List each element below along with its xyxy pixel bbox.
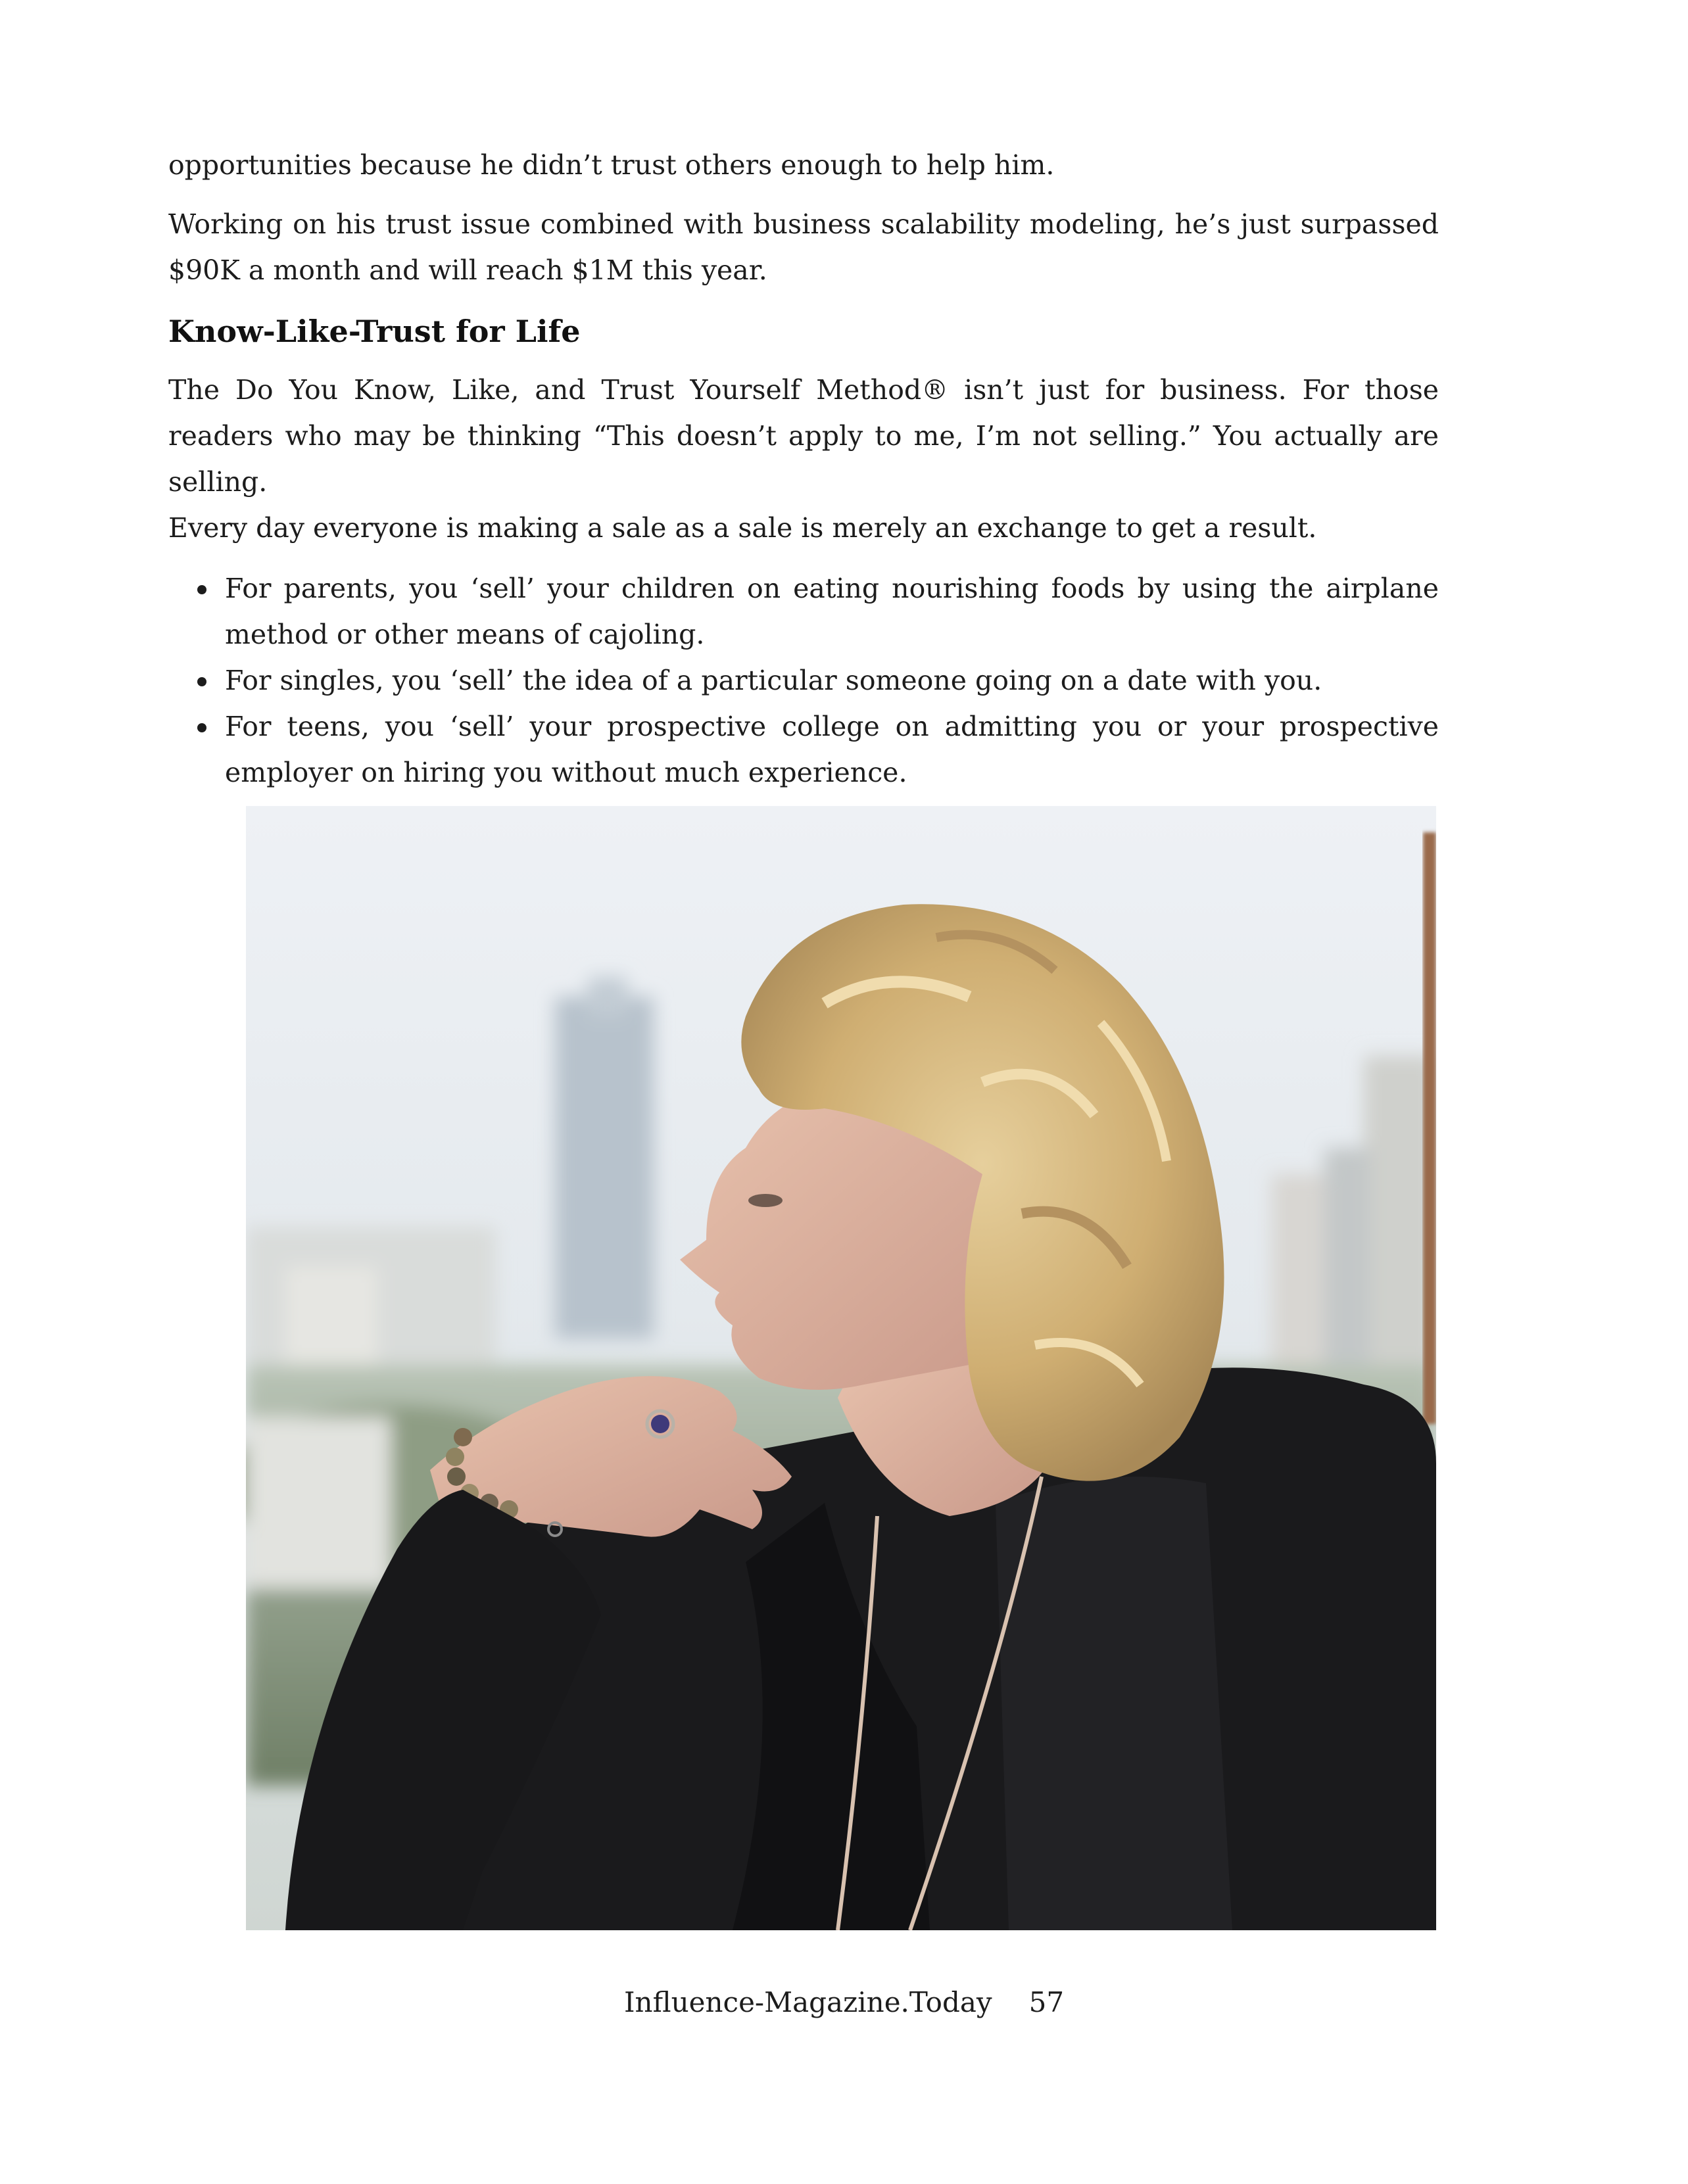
bullet-text: For parents, you ‘sell’ your children on eating nourishing foods by using the airplane method or other means of cajoling. (225, 573, 1439, 650)
portrait-photo (246, 806, 1436, 1930)
bullet-text: For singles, you ‘sell’ the idea of a particular someone going on a date with you. (225, 665, 1322, 696)
paragraph-everyday-sale: Every day everyone is making a sale as a sale is merely an exchange to get a result. (168, 512, 1317, 544)
bullet-list (168, 565, 1439, 795)
bullet-item-teens (168, 703, 1439, 795)
bullet-dot-icon (197, 677, 206, 686)
paragraph-trust-issue: Working on his trust issue combined with business scalability modeling, he’s just surpassed $90K a month and will reach $1M this year. (168, 208, 1439, 286)
portrait-illustration (246, 806, 1436, 1930)
page-footer (0, 1983, 1688, 2022)
bullet-text: For teens, you ‘sell’ your prospective college on admitting you or your prospective employer on hiring you without much experience. (225, 711, 1439, 788)
footer-site-name: Influence-Magazine.Today (623, 1986, 992, 2018)
bullet-dot-icon (197, 723, 206, 732)
paragraph-continuation: opportunities because he didn’t trust others enough to help him. (168, 149, 1055, 181)
bullet-item-parents (168, 565, 1439, 657)
paragraph-method: The Do You Know, Like, and Trust Yourself Method® isn’t just for business. For those readers who may be thinking “This doesn’t apply to me, I’m not selling.” You actually are selling. (168, 374, 1439, 498)
section-heading: Know-Like-Trust for Life (168, 314, 581, 349)
bullet-dot-icon (197, 585, 206, 594)
bullet-item-singles (168, 657, 1439, 703)
page-number: 57 (1028, 1986, 1065, 2018)
article-body (168, 142, 1439, 795)
